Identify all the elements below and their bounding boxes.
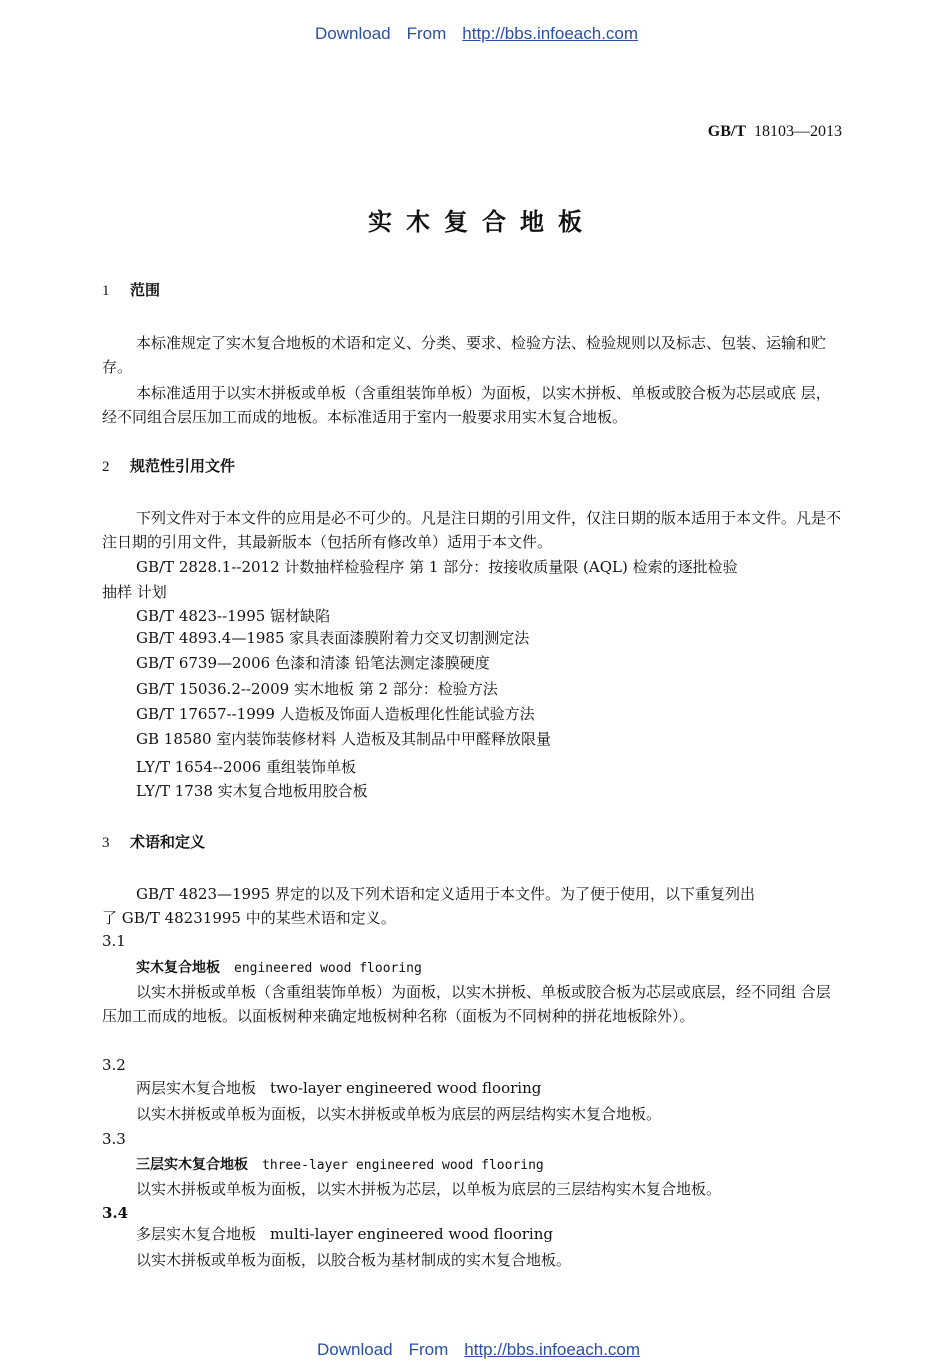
reference-item: GB/T 6739—2006 色漆和清漆 铅笔法测定漆膜硬度 (136, 654, 490, 672)
term-heading (136, 1154, 544, 1174)
footer-from-text: From (408, 1340, 449, 1359)
section-title: 规范性引用文件 (130, 457, 236, 475)
section-title: 范围 (130, 281, 161, 299)
term-definition: 以实木拼板或单板为面板，以实木拼板或单板为底层的两层结构实木复合地板。 (136, 1105, 662, 1123)
footer-download-line (317, 1340, 640, 1360)
reference-item: 抽样 计划 (102, 583, 167, 601)
term-chinese: 三层实木复合地板 (136, 1157, 248, 1173)
term-number: 3.2 (102, 1056, 126, 1074)
section-1-paragraph-1: 本标准规定了实木复合地板的术语和定义、分类、要求、检验方法、检验规则以及标志、包装、运输和贮存。 (102, 334, 827, 376)
term-definition: 以实木拼板或单板（含重组装饰单板）为面板，以实木拼板、单板或胶合板为芯层或底层，经不同组 合层压加工而成的地板。以面板树种来确定地板树种名称（面板为不同树种的拼花地板除外）。 (102, 983, 831, 1025)
standard-prefix: GB/T (707, 123, 746, 140)
reference-item: LY/T 1654--2006 重组装饰单板 (136, 758, 356, 776)
term-english: engineered wood flooring (234, 961, 422, 976)
section-3-paragraph-line-1: GB/T 4823—1995 界定的以及下列术语和定义适用于本文件。为了便于使用，以下重复列出 (136, 885, 755, 903)
footer-link[interactable]: http://bbs.infoeach.com (464, 1340, 641, 1359)
term-english: three-layer engineered wood flooring (262, 1158, 544, 1173)
term-english: multi-layer engineered wood flooring (270, 1225, 553, 1243)
section-3-heading (102, 831, 205, 852)
term-number: 3.3 (102, 1130, 126, 1148)
term-english: two-layer engineered wood flooring (270, 1079, 542, 1097)
standard-number (708, 123, 842, 141)
header-download-line (315, 24, 638, 44)
section-number: 1 (102, 283, 110, 299)
term-definition: 以实木拼板或单板为面板，以实木拼板为芯层，以单板为底层的三层结构实木复合地板。 (136, 1180, 722, 1198)
term-heading (136, 957, 422, 977)
section-1-paragraph-2: 本标准适用于以实木拼板或单板（含重组装饰单板）为面板，以实木拼板、单板或胶合板为芯层或底 层，经不同组合层压加工而成的地板。本标准适用于室内一般要求用实木复合地板。 (102, 384, 831, 426)
reference-item: GB/T 4823--1995 锯材缺陷 (136, 607, 331, 625)
section-2-heading (102, 455, 235, 476)
reference-item: GB/T 17657--1999 人造板及饰面人造板理化性能试验方法 (136, 705, 535, 723)
reference-item: GB/T 15036.2--2009 实木地板 第 2 部分：检验方法 (136, 680, 498, 698)
section-number: 3 (102, 835, 110, 851)
term-number: 3.1 (102, 932, 126, 950)
header-link[interactable]: http://bbs.infoeach.com (462, 24, 639, 43)
term-definition: 以实木拼板或单板为面板，以胶合板为基材制成的实木复合地板。 (136, 1251, 572, 1269)
reference-item: GB 18580 室内装饰装修材料 人造板及其制品中甲醛释放限量 (136, 730, 552, 748)
section-1-heading (102, 279, 160, 300)
term-heading (136, 1077, 541, 1098)
term-chinese: 实木复合地板 (136, 960, 220, 976)
reference-item: GB/T 2828.1--2012 计数抽样检验程序 第 1 部分：按接收质量限 (AQL) 检索的逐批检验 (136, 558, 738, 576)
footer-download-text: Download (317, 1340, 393, 1359)
reference-item: LY/T 1738 实木复合地板用胶合板 (136, 782, 368, 800)
reference-item: GB/T 4893.4—1985 家具表面漆膜附着力交叉切割测定法 (136, 629, 530, 647)
term-chinese: 多层实木复合地板 (136, 1225, 257, 1243)
section-2-paragraph-1: 下列文件对于本文件的应用是必不可少的。凡是注日期的引用文件，仅注日期的版本适用于本文件。凡是不注日期的引用文件，其最新版本（包括所有修改单）适用于本文件。 (102, 509, 842, 551)
term-chinese: 两层实木复合地板 (136, 1079, 257, 1097)
section-title: 术语和定义 (130, 833, 206, 851)
section-number: 2 (102, 459, 110, 475)
header-from-text: From (406, 24, 447, 43)
term-number: 3.4 (102, 1204, 129, 1222)
section-3-paragraph-line-2: 了 GB/T 48231995 中的某些术语和定义。 (102, 909, 396, 927)
header-download-text: Download (315, 24, 391, 43)
document-title: 实木复合地板 (368, 208, 596, 236)
standard-code: 18103—2013 (754, 123, 842, 140)
term-heading (136, 1223, 553, 1244)
